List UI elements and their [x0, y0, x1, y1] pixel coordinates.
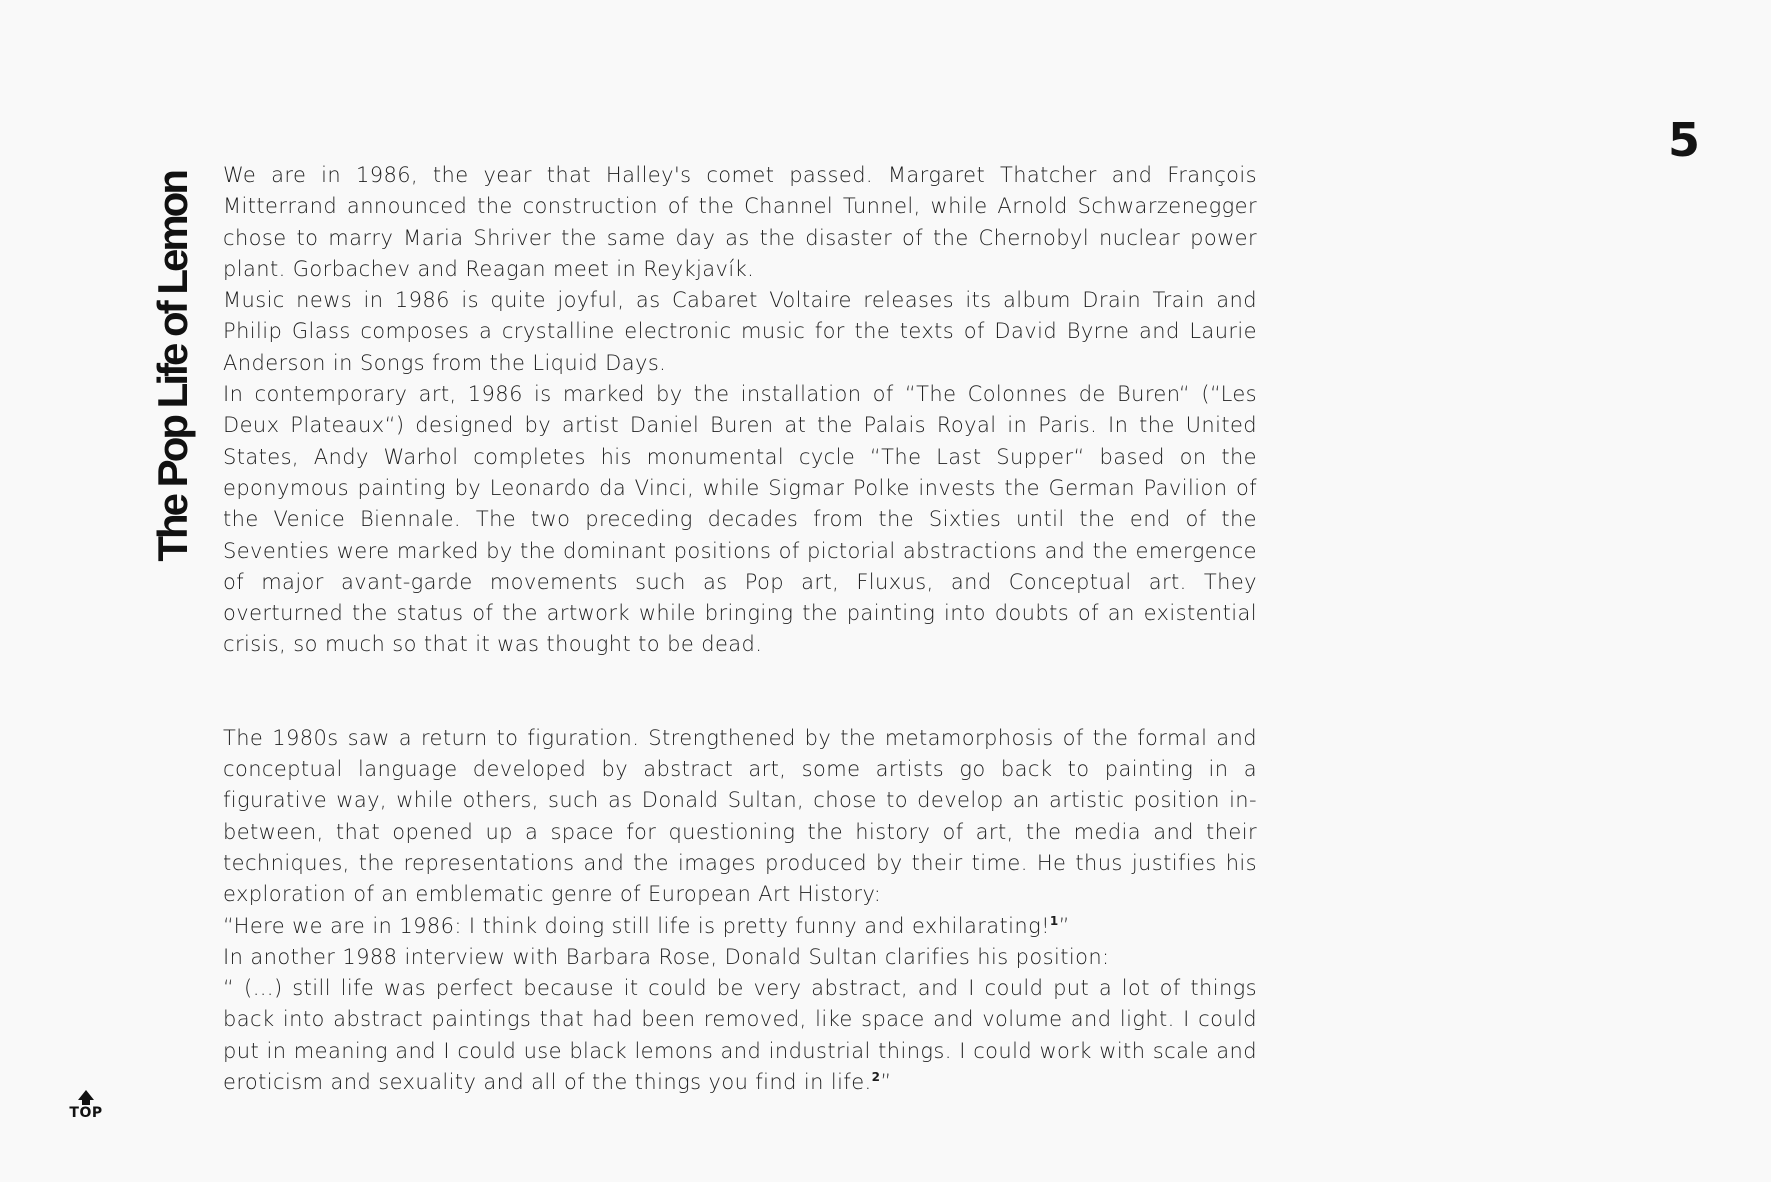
- arrow-up-icon: [78, 1090, 94, 1100]
- back-to-top-label: TOP: [69, 1105, 103, 1121]
- paragraph-barbara-rose-interview: In another 1988 interview with Barbara Rose, Donald Sultan clarifies his position:: [223, 944, 1110, 969]
- article-body: [223, 160, 1257, 1098]
- paragraph-music-news: Music news in 1986 is quite joyful, as Cabaret Voltaire releases its album Drain Train and Philip Glass composes a crystalline electronic music for the texts of David Byrne and Laurie Anderson in Songs from the Liquid Days.: [223, 288, 1257, 375]
- quote-1-text: “Here we are in 1986: I think doing still life is pretty funny and exhilarating!: [223, 913, 1050, 938]
- back-to-top-button[interactable]: [66, 1090, 106, 1130]
- page-title: The Pop Life of Lemon: [149, 172, 196, 562]
- quote-2: [223, 973, 1257, 1098]
- quote-1-close: ”: [1058, 913, 1070, 938]
- quote-1: [223, 911, 1257, 942]
- page-number: 5: [1667, 113, 1700, 167]
- paragraph-1986-events: We are in 1986, the year that Halley's comet passed. Margaret Thatcher and François Mitterrand announced the construction of the Channel Tunnel, while Arnold Schwarzenegger chose to marry Maria Shriver the same day as the disaster of the Chernobyl nuclear power plant. Gorbachev and Reagan meet in Reykjavík.: [223, 163, 1257, 281]
- footnote-1-link[interactable]: 1: [1049, 913, 1059, 928]
- page-title-container: [148, 172, 198, 592]
- footnote-2-link[interactable]: 2: [871, 1070, 881, 1085]
- quote-2-close: ”: [880, 1070, 892, 1095]
- quote-2-text: “ (…) still life was perfect because it could be very abstract, and I could put a lot of things back into abstract paintings that had been removed, like space and volume and light. I could put in meaning and I could use black lemons and industrial things. I could work with scale and eroticism and sexuality and all of the things you find in life.: [223, 976, 1257, 1095]
- paragraph-return-to-figuration: The 1980s saw a return to figuration. Strengthened by the metamorphosis of the formal and conceptual language developed by abstract art, some artists go back to painting in a figurative way, while others, such as Donald Sultan, chose to develop an artistic position in-between, that opened up a space for questioning the history of art, the media and their techniques, the representations and the images produced by their time. He thus justifies his exploration of an emblematic genre of European Art History:: [223, 725, 1257, 907]
- paragraph-contemporary-art: In contemporary art, 1986 is marked by the installation of “The Colonnes de Buren“ (“Les Deux Plateaux“) designed by artist Daniel Buren at the Palais Royal in Paris. In the United States, Andy Warhol completes his monumental cycle “The Last Supper“ based on the eponymous painting by Leonardo da Vinci, while Sigmar Polke invests the German Pavilion of the Venice Biennale. The two preceding decades from the Sixties until the end of the Seventies were marked by the dominant positions of pictorial abstractions and the emergence of major avant-garde movements such as Pop art, Fluxus, and Conceptual art. They overturned the status of the artwork while bringing the painting into doubts of an existential crisis, so much so that it was thought to be dead.: [223, 382, 1257, 657]
